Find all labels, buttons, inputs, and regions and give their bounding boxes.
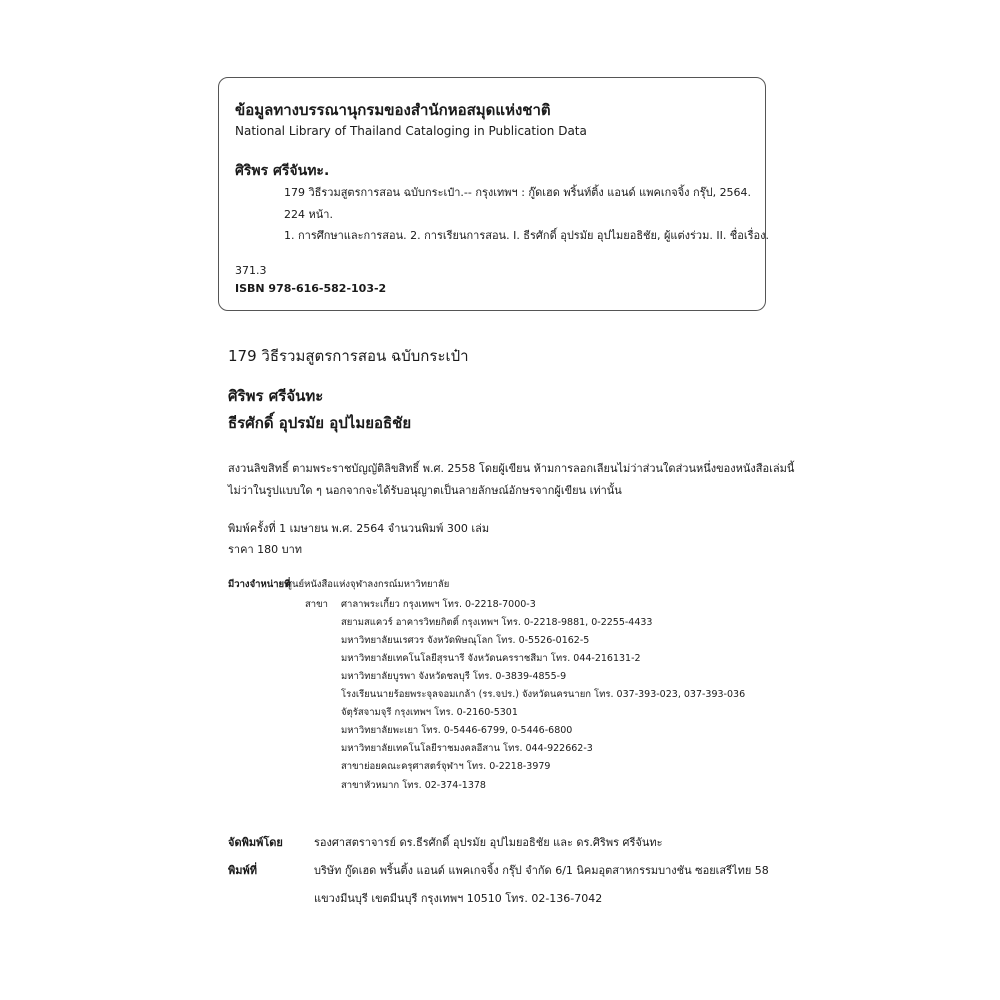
branch-item: สาขาย่อยคณะครุศาสตร์จุฬาฯ โทร. 0-2218-3979 [341, 761, 551, 772]
branch-item: มหาวิทยาลัยเทคโนโลยีราชมงคลอีสาน โทร. 044-922662-3 [341, 743, 593, 754]
printed-at-label: พิมพ์ที่ [228, 864, 258, 877]
branch-item: มหาวิทยาลัยบูรพา จังหวัดชลบุรี โทร. 0-3839-4855-9 [341, 671, 567, 682]
branch-item: มหาวิทยาลัยนเรศวร จังหวัดพิษณุโลก โทร. 0-5526-0162-5 [341, 635, 590, 646]
branch-item: สาขาหัวหมาก โทร. 02-374-1378 [341, 780, 486, 791]
book-author-2: ธีรศักดิ์ อุปรมัย อุปไมยอธิชัย [228, 414, 412, 432]
cip-isbn: ISBN 978-616-582-103-2 [235, 282, 387, 295]
copyright-line-1: สงวนลิขสิทธิ์ ตามพระราชบัญญัติลิขสิทธิ์ พ.ศ. 2558 โดยผู้เขียน ห้ามการลอกเลียนไม่ว่าส่วนใดส่วนหนึ่งของหนังสือเล่มนี้ [228, 462, 795, 475]
print-price: ราคา 180 บาท [228, 543, 303, 556]
book-author-1: ศิริพร ศรีจันทะ [228, 387, 324, 405]
printed-at-line-1: บริษัท กู๊ดเฮด พริ้นติ้ง แอนด์ แพคเกจจิ้ง กรุ๊ป จำกัด 6/1 นิคมอุตสาหกรรมบางชัน ซอยเสรีไทย 58 [314, 864, 769, 877]
branch-label: สาขา [305, 599, 328, 610]
branch-item: มหาวิทยาลัยพะเยา โทร. 0-5446-6799, 0-5446-6800 [341, 725, 573, 736]
print-edition: พิมพ์ครั้งที่ 1 เมษายน พ.ศ. 2564 จำนวนพิมพ์ 300 เล่ม [228, 522, 490, 535]
printed-at-line-2: แขวงมีนบุรี เขตมีนบุรี กรุงเทพฯ 10510 โทร. 02-136-7042 [314, 892, 603, 905]
distribution-main: ศูนย์หนังสือแห่งจุฬาลงกรณ์มหาวิทยาลัย [286, 579, 450, 590]
cip-title-english: National Library of Thailand Cataloging in Publication Data [235, 124, 587, 138]
published-by-label: จัดพิมพ์โดย [228, 836, 283, 849]
branch-item: จัตุรัสจามจุรี กรุงเทพฯ โทร. 0-2160-5301 [341, 707, 518, 718]
branch-item: มหาวิทยาลัยเทคโนโลยีสุรนารี จังหวัดนครราชสีมา โทร. 044-216131-2 [341, 653, 641, 664]
published-by: รองศาสตราจารย์ ดร.ธีรศักดิ์ อุปรมัย อุปไมยอธิชัย และ ดร.ศิริพร ศรีจันทะ [314, 836, 663, 849]
copyright-line-2: ไม่ว่าในรูปแบบใด ๆ นอกจากจะได้รับอนุญาตเป็นลายลักษณ์อักษรจากผู้เขียน เท่านั้น [228, 484, 622, 497]
cip-class-number: 371.3 [235, 264, 267, 277]
distribution-label: มีวางจำหน่ายที่ [228, 579, 291, 590]
cip-author: ศิริพร ศรีจันทะ. [235, 163, 330, 179]
book-title: 179 วิธีรวมสูตรการสอน ฉบับกระเป๋า [228, 347, 469, 365]
branch-item: สยามสแควร์ อาคารวิทยกิตติ์ กรุงเทพฯ โทร. 0-2218-9881, 0-2255-4433 [341, 617, 653, 628]
cip-subjects-line: 1. การศึกษาและการสอน. 2. การเรียนการสอน. I. ธีรศักดิ์ อุปรมัย อุปไมยอธิชัย, ผู้แต่งร่วม. II. ชื่อเรื่อง. [284, 229, 770, 242]
cip-pages-line: 224 หน้า. [284, 208, 333, 221]
branch-item: โรงเรียนนายร้อยพระจุลจอมเกล้า (รร.จปร.) จังหวัดนครนายก โทร. 037-393-023, 037-393-036 [341, 689, 746, 700]
branch-item: ศาลาพระเกี้ยว กรุงเทพฯ โทร. 0-2218-7000-3 [341, 599, 536, 610]
cip-publication-line: 179 วิธีรวมสูตรการสอน ฉบับกระเป๋า.-- กรุงเทพฯ : กู๊ดเฮด พริ้นท์ติ้ง แอนด์ แพคเกจจิ้ง กรุ๊ป, 2564. [284, 186, 752, 199]
cip-title-thai: ข้อมูลทางบรรณานุกรมของสำนักหอสมุดแห่งชาติ [235, 101, 551, 119]
